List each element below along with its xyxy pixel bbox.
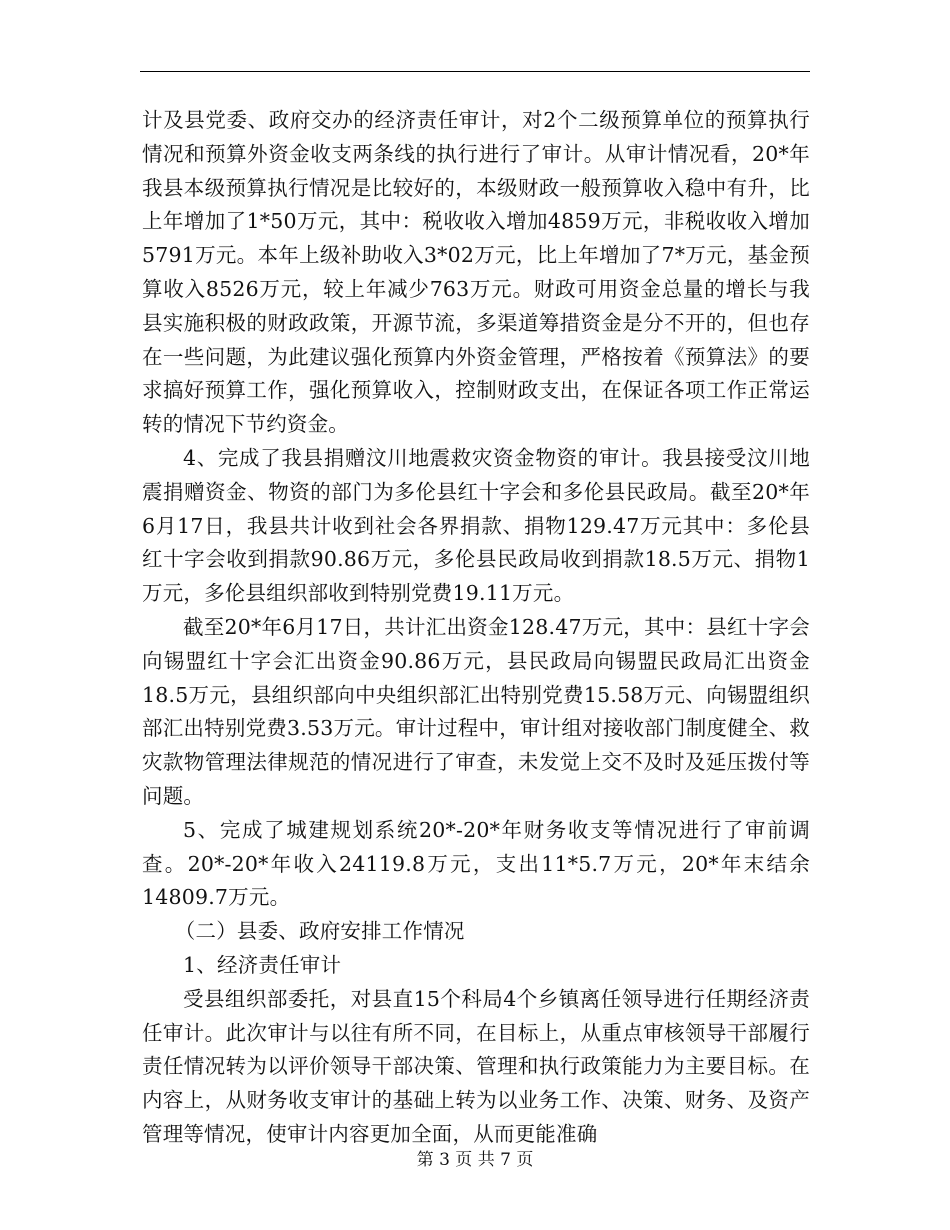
paragraph-urban-planning-survey: 5、完成了城建规划系统20*-20*年财务收支等情况进行了审前调查。20*-20*年收入24119.8万元，支出11*5.7万元，20*年末结余14809.7万元。 <box>142 817 810 910</box>
section-heading-county-assigned-work: （二）县委、政府安排工作情况 <box>174 919 465 944</box>
paragraph-economic-responsibility-audit: 受县组织部委托，对县直15个科局4个乡镇离任领导进行任期经济责任审计。此次审计与以往有所不同，在目标上，从重点审核领导干部履行责任情况转为以评价领导干部决策、管理和执行政策能力为主要目标。在内容上，从财务收支审计的基础上转为以业务工作、决策、财务、及资产管理等情况，使审计内容更加全面，从而更能准确 <box>142 986 810 1146</box>
paragraph-earthquake-donation-audit: 4、完成了我县捐赠汶川地震救灾资金物资的审计。我县接受汶川地震捐赠资金、物资的部门为多伦县红十字会和多伦县民政局。截至20*年6月17日，我县共计收到社会各界捐款、捐物129.47万元其中：多伦县红十字会收到捐款90.86万元，多伦县民政局收到捐款18.5万元、捐物1万元，多伦县组织部收到特别党费19.11万元。 <box>142 445 810 606</box>
item-heading-economic-responsibility-audit: 1、经济责任审计 <box>183 952 342 977</box>
page-number-footer: 第 3 页 共 7 页 <box>416 1150 534 1170</box>
document-body <box>142 104 810 1152</box>
paragraph-funds-remitted: 截至20*年6月17日，共计汇出资金128.47万元，其中：县红十字会向锡盟红十字会汇出资金90.86万元，县民政局向锡盟民政局汇出资金18.5万元，县组织部向中央组织部汇出特别党费15.58万元、向锡盟组织部汇出特别党费3.53万元。审计过程中，审计组对接收部门制度健全、救灾款物管理法律规范的情况进行了审查，未发觉上交不及时及延压拨付等问题。 <box>142 614 810 808</box>
header-rule <box>140 71 810 72</box>
paragraph-budget-audit: 计及县党委、政府交办的经济责任审计，对2个二级预算单位的预算执行情况和预算外资金收支两条线的执行进行了审计。从审计情况看，20*年我县本级预算执行情况是比较好的，本级财政一般预算收入稳中有升，比上年增加了1*50万元，其中：税收收入增加4859万元，非税收收入增加5791万元。本年上级补助收入3*02万元，比上年增加了7*万元，基金预算收入8526万元，较上年减少763万元。财政可用资金总量的增长与我县实施积极的财政政策，开源节流，多渠道筹措资金是分不开的，但也存在一些问题，为此建议强化预算内外资金管理，严格按着《预算法》的要求搞好预算工作，强化预算收入，控制财政支出，在保证各项工作正常运转的情况下节约资金。 <box>142 108 810 437</box>
